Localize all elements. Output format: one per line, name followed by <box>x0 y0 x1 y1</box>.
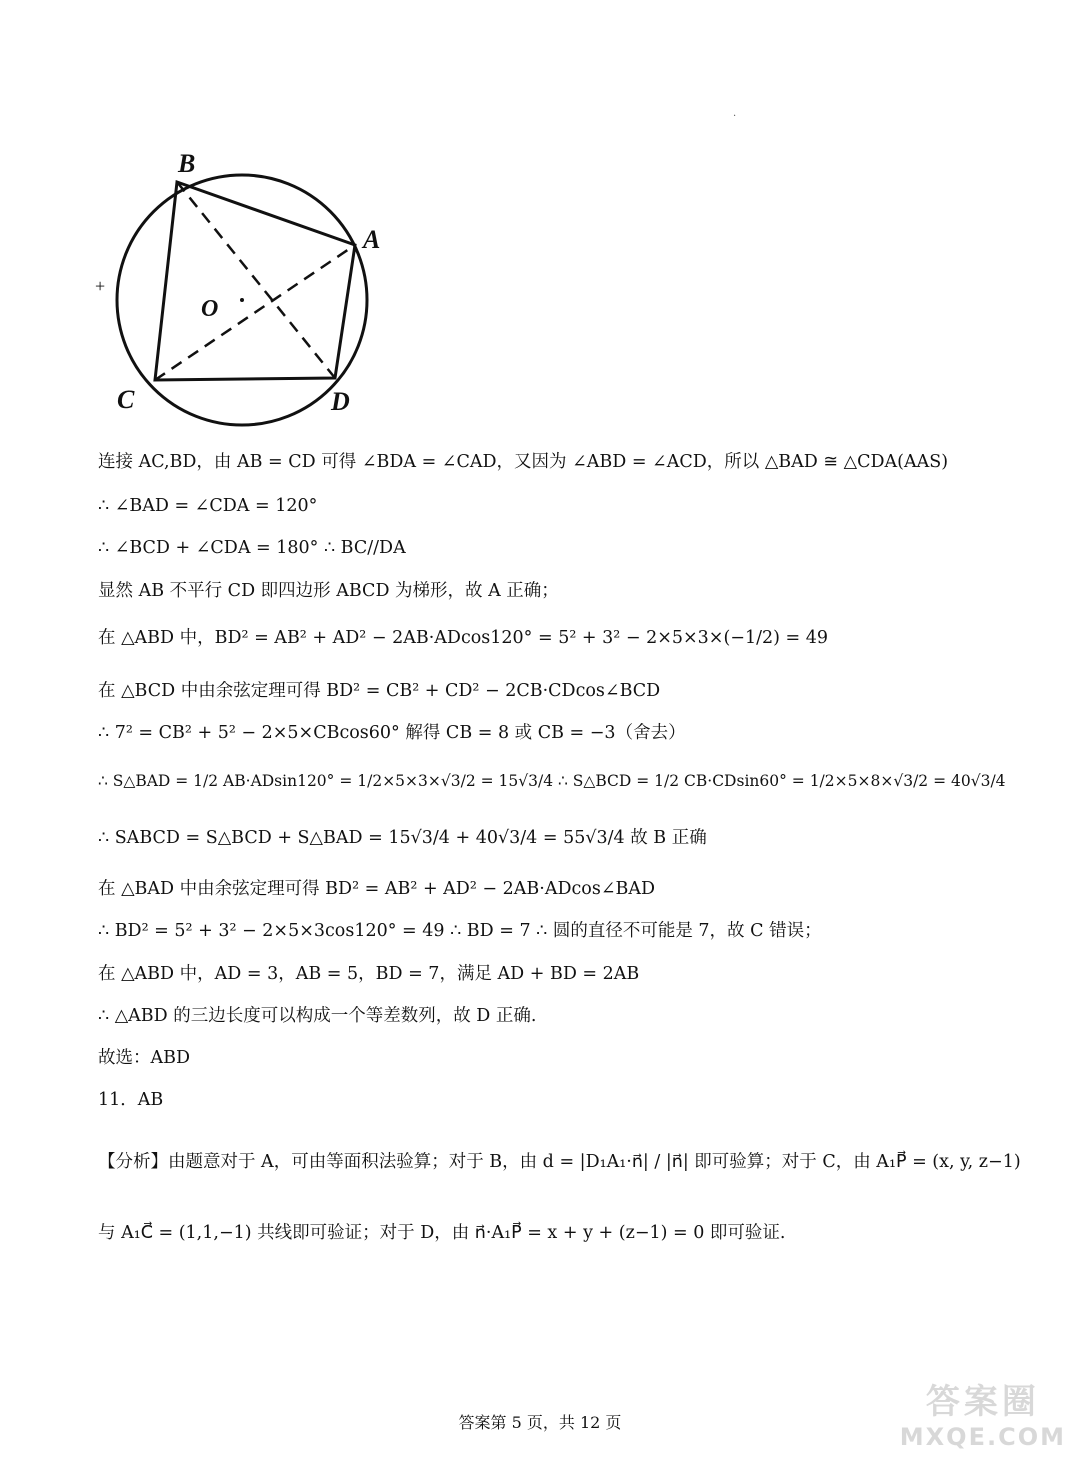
diagonal-ac <box>155 245 355 380</box>
line-8: ∴ S△BAD = 1/2 AB·ADsin120° = 1/2×5×3×√3/2 = 15√3/4 ∴ S△BCD = 1/2 CB·CDsin60° = 1/2×5×8×√3/2 = 40√3/4 <box>98 772 1006 790</box>
line-4: 显然 AB 不平行 CD 即四边形 ABCD 为梯形，故 A 正确； <box>98 581 559 601</box>
line-6: 在 △BCD 中由余弦定理可得 BD² = CB² + CD² − 2CB·CDcos∠BCD <box>98 681 661 701</box>
center-point <box>240 298 244 302</box>
page-footer: 答案第 5 页，共 12 页 <box>458 1413 622 1432</box>
plus-mark: + <box>95 276 106 296</box>
line-2: ∴ ∠BAD = ∠CDA = 120° <box>98 496 318 516</box>
line-16: 【分析】由题意对于 A，可由等面积法验算；对于 B，由 d = |D₁A₁·n⃗| / |n⃗| 即可验算；对于 C，由 A₁P⃗ = (x, y, z−1) <box>98 1152 1021 1172</box>
line-10: 在 △BAD 中由余弦定理可得 BD² = AB² + AD² − 2AB·ADcos∠BAD <box>98 879 656 899</box>
line-11: ∴ BD² = 5² + 3² − 2×5×3cos120° = 49 ∴ BD = 7 ∴ 圆的直径不可能是 7，故 C 错误； <box>98 921 822 941</box>
label-o: O <box>201 296 219 322</box>
line-17: 与 A₁C⃗ = (1,1,−1) 共线即可验证；对于 D，由 n⃗·A₁P⃗ = x + y + (z−1) = 0 即可验证. <box>98 1223 786 1243</box>
line-15: 11．AB <box>98 1090 164 1110</box>
circle-quadrilateral-figure <box>95 140 395 430</box>
label-d: D <box>331 387 350 416</box>
line-14: 故选：ABD <box>98 1048 191 1068</box>
line-9: ∴ SABCD = S△BCD + S△BAD = 15√3/4 + 40√3/4 = 55√3/4 故 B 正确 <box>98 828 707 848</box>
stray-dot: . <box>733 108 737 119</box>
label-a: A <box>363 225 381 254</box>
label-c: C <box>117 385 135 414</box>
line-5: 在 △ABD 中，BD² = AB² + AD² − 2AB·ADcos120° = 5² + 3² − 2×5×3×(−1/2) = 49 <box>98 628 829 648</box>
line-7: ∴ 7² = CB² + 5² − 2×5×CBcos60° 解得 CB = 8 或 CB = −3（舍去） <box>98 723 686 743</box>
watermark-top: 答案圈 <box>925 1382 1040 1422</box>
label-b: B <box>178 149 196 178</box>
line-3: ∴ ∠BCD + ∠CDA = 180° ∴ BC//DA <box>98 538 406 558</box>
line-13: ∴ △ABD 的三边长度可以构成一个等差数列，故 D 正确. <box>98 1006 537 1026</box>
line-12: 在 △ABD 中，AD = 3，AB = 5，BD = 7，满足 AD + BD = 2AB <box>98 964 640 984</box>
line-1: 连接 AC,BD，由 AB = CD 可得 ∠BDA = ∠CAD，又因为 ∠ABD = ∠ACD，所以 △BAD ≅ △CDA(AAS) <box>98 452 949 472</box>
watermark-bottom: MXQE.COM <box>899 1423 1066 1451</box>
quadrilateral <box>155 182 355 380</box>
